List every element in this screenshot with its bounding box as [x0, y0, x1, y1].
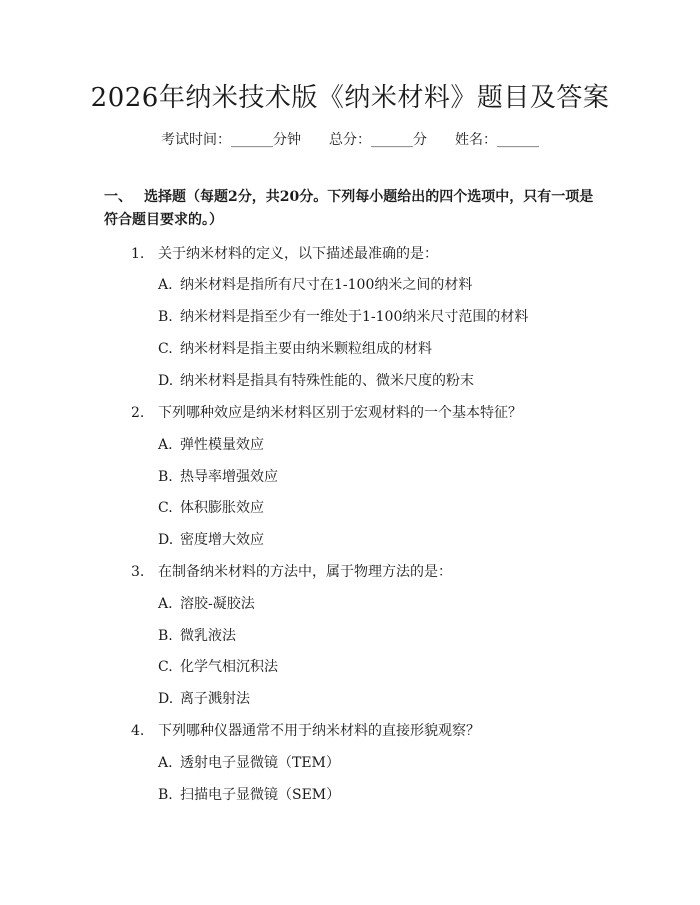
- question-4: [131, 721, 591, 741]
- option-2d: [158, 530, 588, 550]
- option-3b: [158, 626, 588, 646]
- option-letter: A.: [158, 596, 173, 612]
- question-2: [131, 403, 591, 423]
- name-label: 姓名：: [455, 132, 497, 148]
- option-letter: A.: [158, 277, 173, 293]
- question-text: 下列哪种效应是纳米材料区别于宏观材料的一个基本特征？: [158, 405, 522, 421]
- option-1a: [158, 275, 588, 295]
- section-heading: [104, 186, 604, 232]
- section-text: 选择题（每题2分，共20分。下列每小题给出的四个选项中，只有一项是: [144, 189, 594, 205]
- option-letter: B.: [158, 309, 173, 325]
- question-number: 2.: [131, 405, 145, 421]
- option-text: 弹性模量效应: [180, 437, 264, 453]
- option-2b: [158, 467, 588, 487]
- option-text: 离子溅射法: [180, 691, 250, 707]
- option-text: 纳米材料是指主要由纳米颗粒组成的材料: [180, 341, 432, 357]
- option-1b: [158, 307, 588, 327]
- option-letter: C.: [158, 659, 173, 675]
- option-2a: [158, 435, 588, 455]
- option-3c: [158, 657, 588, 677]
- section-text-line2: 符合题目要求的。）: [104, 212, 223, 228]
- option-letter: D.: [158, 532, 174, 548]
- option-text: 体积膨胀效应: [180, 500, 264, 516]
- option-letter: B.: [158, 628, 173, 644]
- question-text: 下列哪种仪器通常不用于纳米材料的直接形貌观察？: [158, 723, 480, 739]
- option-letter: D.: [158, 373, 174, 389]
- question-3: [131, 562, 591, 582]
- option-text: 热导率增强效应: [180, 469, 278, 485]
- score-unit: 分: [413, 132, 427, 148]
- option-1c: [158, 339, 588, 359]
- time-blank: ______: [231, 132, 273, 148]
- option-letter: B.: [158, 787, 173, 803]
- option-text: 纳米材料是指所有尺寸在1-100纳米之间的材料: [180, 277, 473, 293]
- question-1: [131, 244, 591, 264]
- section-number: 一、: [104, 189, 132, 205]
- option-text: 微乳液法: [180, 628, 236, 644]
- score-blank: ______: [371, 132, 413, 148]
- option-1d: [158, 371, 588, 391]
- option-text: 化学气相沉积法: [180, 659, 278, 675]
- time-unit: 分钟: [273, 132, 301, 148]
- option-text: 溶胶-凝胶法: [180, 596, 255, 612]
- option-4b: [158, 785, 588, 805]
- option-text: 纳米材料是指具有特殊性能的、微米尺度的粉末: [180, 373, 474, 389]
- question-text: 在制备纳米材料的方法中，属于物理方法的是：: [158, 564, 452, 580]
- option-text: 扫描电子显微镜（SEM）: [180, 787, 341, 803]
- exam-info-row: [0, 130, 700, 150]
- question-number: 4.: [131, 723, 145, 739]
- time-label: 考试时间：: [161, 132, 231, 148]
- question-number: 3.: [131, 564, 145, 580]
- option-3d: [158, 689, 588, 709]
- option-letter: A.: [158, 437, 173, 453]
- option-letter: C.: [158, 341, 173, 357]
- name-blank: ______: [497, 132, 539, 148]
- option-letter: B.: [158, 469, 173, 485]
- option-4a: [158, 753, 588, 773]
- option-letter: D.: [158, 691, 174, 707]
- question-text: 关于纳米材料的定义，以下描述最准确的是：: [158, 246, 438, 262]
- option-text: 密度增大效应: [180, 532, 264, 548]
- option-letter: A.: [158, 755, 173, 771]
- score-label: 总分：: [329, 132, 371, 148]
- question-number: 1.: [131, 246, 145, 262]
- option-3a: [158, 594, 588, 614]
- page-title: 2026年纳米技术版《纳米材料》题目及答案: [90, 83, 610, 113]
- option-text: 纳米材料是指至少有一维处于1-100纳米尺寸范围的材料: [180, 309, 529, 325]
- option-letter: C.: [158, 500, 173, 516]
- option-text: 透射电子显微镜（TEM）: [180, 755, 340, 771]
- option-2c: [158, 498, 588, 518]
